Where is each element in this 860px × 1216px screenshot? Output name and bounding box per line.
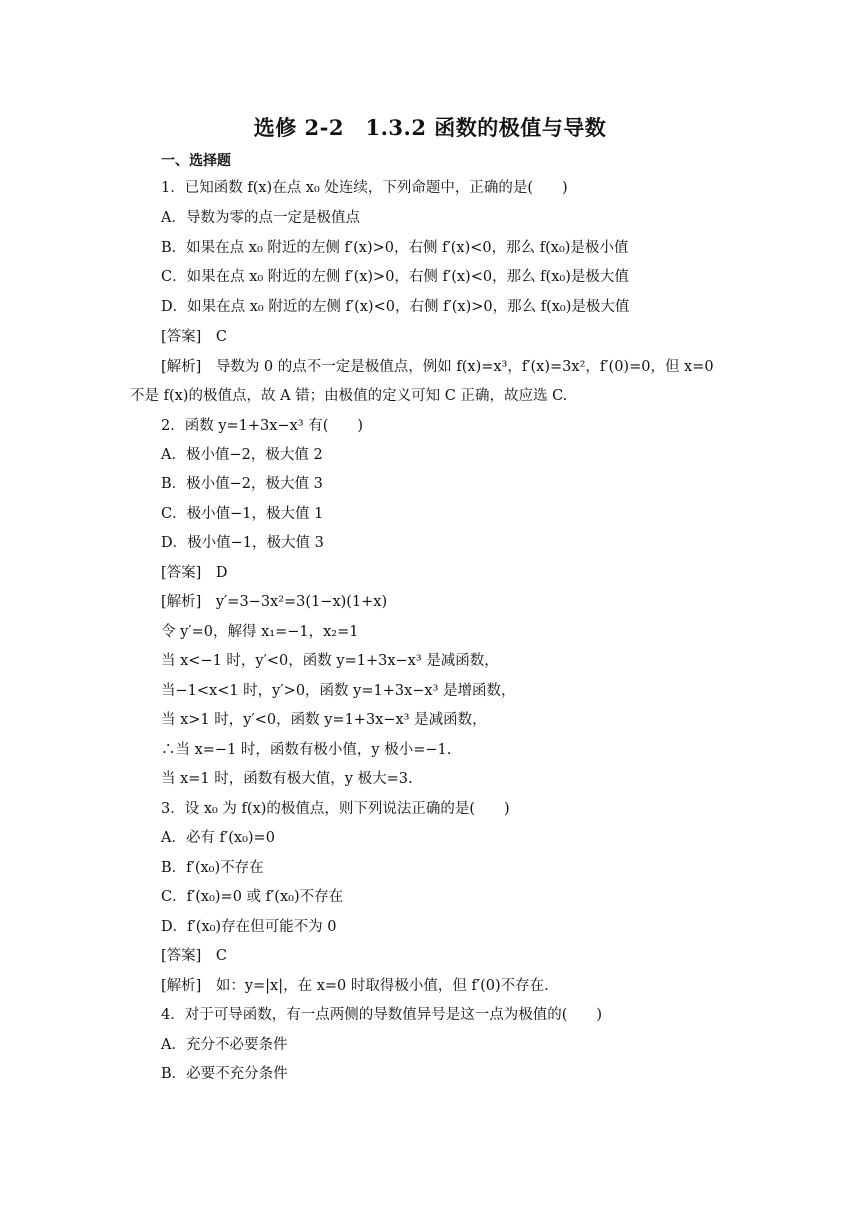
question-1-analysis-cont: 不是 f(x)的极值点，故 A 错；由极值的定义可知 C 正确，故应选 C.	[130, 388, 568, 404]
question-3-option-b: B．f′(x₀)不存在	[161, 860, 264, 876]
section-heading: 一、选择题	[161, 153, 231, 169]
question-1-option-c: C．如果在点 x₀ 附近的左侧 f′(x)>0，右侧 f′(x)<0，那么 f(x₀)是极大值	[161, 269, 629, 285]
question-3-option-a: A．必有 f′(x₀)=0	[161, 830, 275, 846]
question-3-analysis: [解析] 如：y=|x|，在 x=0 时取得极小值，但 f′(0)不存在.	[161, 978, 549, 994]
question-1-stem: 1．已知函数 f(x)在点 x₀ 处连续，下列命题中，正确的是( )	[161, 180, 568, 196]
question-2-analysis-step: 当 x>1 时，y′<0，函数 y=1+3x−x³ 是减函数，	[161, 712, 487, 728]
question-4-option-b: B．必要不充分条件	[161, 1066, 288, 1082]
question-2-analysis-step: 当−1<x<1 时，y′>0，函数 y=1+3x−x³ 是增函数，	[161, 683, 516, 699]
question-1-option-b: B．如果在点 x₀ 附近的左侧 f′(x)>0，右侧 f′(x)<0，那么 f(x₀)是极小值	[161, 240, 629, 256]
question-2-analysis-step: 当 x=1 时，函数有极大值，y 极大=3.	[161, 771, 413, 787]
question-3-stem: 3．设 x₀ 为 f(x)的极值点，则下列说法正确的是( )	[161, 801, 510, 817]
question-2-analysis-step: ∴当 x=−1 时，函数有极小值，y 极小=−1.	[161, 742, 452, 758]
question-1-option-d: D．如果在点 x₀ 附近的左侧 f′(x)<0，右侧 f′(x)>0，那么 f(x₀)是极大值	[161, 299, 630, 315]
question-2-option-a: A．极小值−2，极大值 2	[161, 447, 323, 463]
question-2-option-b: B．极小值−2，极大值 3	[161, 476, 323, 492]
question-2-answer: [答案] D	[161, 565, 228, 581]
question-2-analysis: [解析] y′=3−3x²=3(1−x)(1+x)	[161, 594, 388, 610]
question-1-answer: [答案] C	[161, 329, 227, 345]
question-3-option-c: C．f′(x₀)=0 或 f′(x₀)不存在	[161, 889, 344, 905]
question-4-option-a: A．充分不必要条件	[161, 1037, 288, 1053]
question-2-option-c: C．极小值−1，极大值 1	[161, 506, 324, 522]
page-title: 选修 2-2 1.3.2 函数的极值与导数	[253, 115, 607, 140]
question-4-stem: 4．对于可导函数，有一点两侧的导数值异号是这一点为极值的( )	[161, 1007, 603, 1023]
question-1-option-a: A．导数为零的点一定是极值点	[161, 210, 360, 226]
question-2-analysis-step: 当 x<−1 时，y′<0，函数 y=1+3x−x³ 是减函数，	[161, 653, 499, 669]
question-3-answer: [答案] C	[161, 948, 227, 964]
question-2-option-d: D．极小值−1，极大值 3	[161, 535, 324, 551]
question-3-option-d: D．f′(x₀)存在但可能不为 0	[161, 919, 337, 935]
question-1-analysis: [解析] 导数为 0 的点不一定是极值点，例如 f(x)=x³，f′(x)=3x²，f′(0)=0，但 x=0	[161, 359, 714, 375]
question-2-analysis-step: 令 y′=0，解得 x₁=−1，x₂=1	[161, 624, 359, 640]
question-2-stem: 2．函数 y=1+3x−x³ 有( )	[161, 418, 364, 434]
